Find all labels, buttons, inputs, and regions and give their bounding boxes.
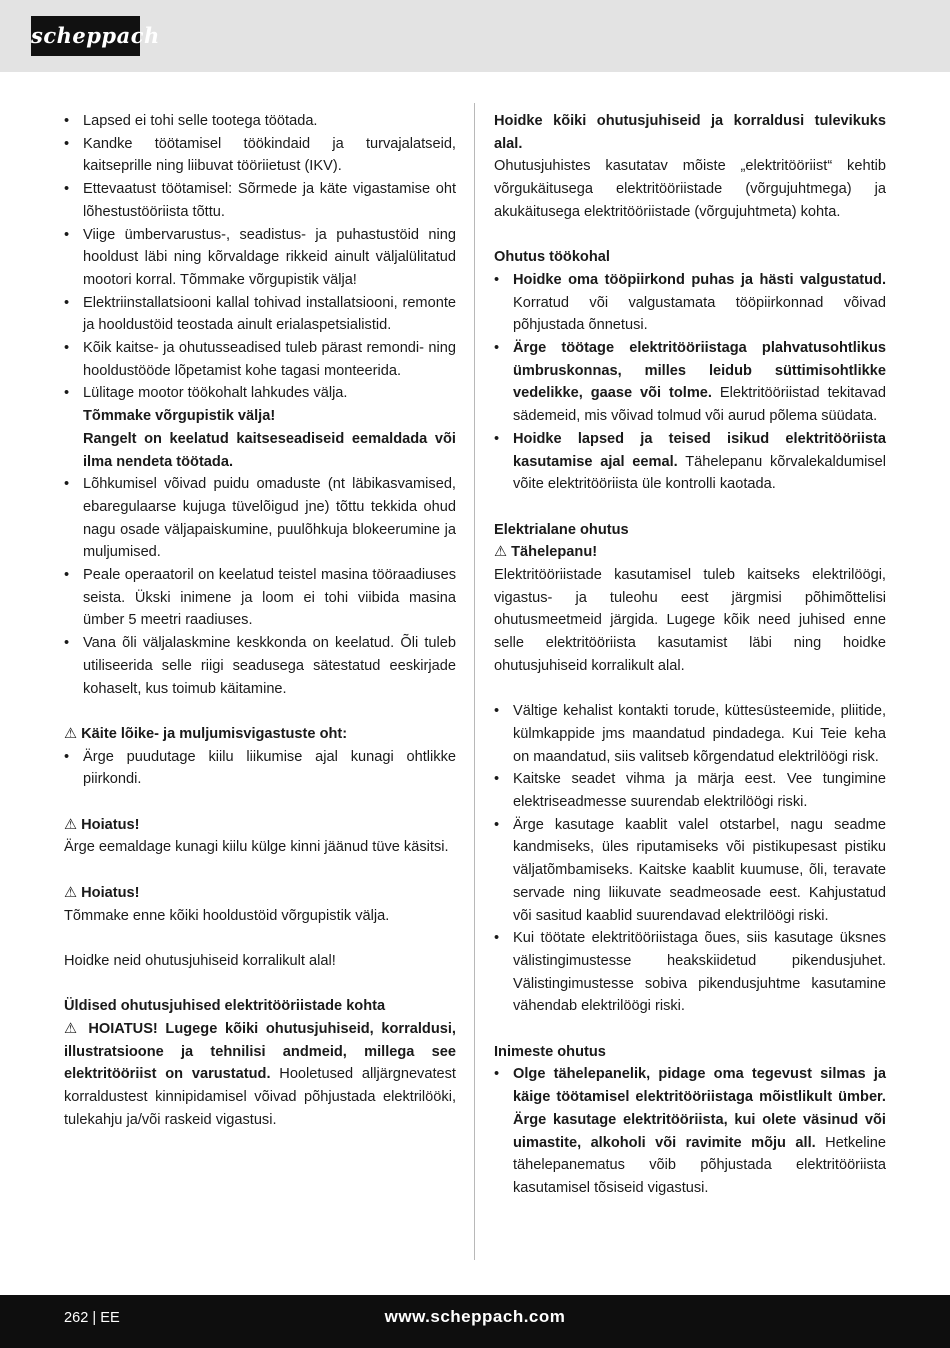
personal-safety-list [494,1063,886,1199]
website-url: www.scheppach.com [384,1307,566,1326]
warning-title: ⚠ Hoiatus! [64,884,140,901]
list-item: • Hoidke lapsed ja teised isikud elektritööriista kasutamise ajal eemal. Tähelepanu kõrvalekaldumisel võite elektritööriista üle kontrolli kaotada. [494,428,886,496]
left-column [64,110,456,1132]
list-item: • Viige ümbervarustus-, seadistus- ja puhastustöid ning hooldust läbi ning kõrvaldage rikkeid ainult väljalülitatud mootori korral. Tõmmake võrgupistik välja! [64,224,456,292]
warning-text: Tõmmake enne kõiki hooldustöid võrgupistik välja. [64,907,390,924]
bullet-list-general [64,110,456,405]
electrical-safety-heading: Elektrialane ohutus [494,521,629,538]
bullet-list-hazards [64,473,456,700]
warning-title: ⚠ Hoiatus! [64,816,140,833]
page-number: 262 | EE [64,1310,120,1326]
column-divider [474,103,475,1260]
list-item: • Peale operaatoril on keelatud teistel masina tööraadiuses seista. Ükski inimene ja loom ei tohi viibida masina ümber 5 meetri raadiuses. [64,564,456,632]
list-item: • Kui töötate elektritööriistaga õues, siis kasutage üksnes välistingimustesse heakskiidetud pikendusjuhet. Välistingimustesse sobiva pikendusjuhtme kasutamine vähendab elektrilöögi riski. [494,927,886,1018]
page-footer [0,1295,950,1348]
list-item: • Kandke töötamisel töökindaid ja turvajalatseid, kaitseprille ning liibuvat tööriietust (IKV). [64,133,456,178]
workplace-safety-list [494,269,886,496]
electrical-warning-title: ⚠ Tähelepanu! [494,544,598,561]
list-item: • Kaitske seadet vihma ja märja eest. Vee tungimine elektriseadmesse suurendab elektrilöögi riski. [494,768,886,813]
list-item: • Olge tähelepanelik, pidage oma tegevust silmas ja käige töötamisel elektritööriistaga mõistlikult ümber. Ärge kasutage elektritööriista, kui olete väsinud või uimastite, alkoholi või ravimite mõju all. Hetkeline tähelepanematus võib põhjustada elektritööriista kasutamisel tõsiseid vigastusi. [494,1063,886,1199]
list-item: • Kõik kaitse- ja ohutusseadised tuleb pärast remondi- ning hooldustööde lõpetamist kohe tagasi monteerida. [64,337,456,382]
cut-hazard-heading: ⚠ Käite lõike- ja muljumisvigastuste oht: [64,725,348,742]
list-item: • Hoidke oma tööpiirkond puhas ja hästi valgustatud. Korratud või valgustamata tööpiirkonnad võivad põhjustada õnnetusi. [494,269,886,337]
list-item: • Lõhkumisel võivad puidu omaduste (nt läbikasvamised, ebaregulaarse kujuga tüvelõigud jne) tõttu tekkida ohud nagu osade väljapaiskumine, puulõhkuja blokeerumine ja muljumised. [64,473,456,564]
keep-instructions-text: Hoidke neid ohutusjuhiseid korralikult alal! [64,952,336,969]
keep-instructions-heading: Hoidke kõiki ohutusjuhiseid ja korraldusi tulevikuks alal. [494,113,886,152]
right-column [494,110,886,1200]
general-safety-warning: ⚠ HOIATUS! Lugege kõiki ohutusjuhiseid, korraldusi, illustratsioone ja tehnilisi andmeid, millega see elektritööriist on varustatud. [64,1021,456,1083]
list-item: • Vältige kehalist kontakti torude, küttesüsteemide, pliitide, külmkappide jms maandatud pindadega. Kui Teie keha on maandatud, siis valitseb kõrgendatud elektrilöögi risk. [494,700,886,768]
general-safety-paragraph [64,1018,456,1132]
personal-safety-heading: Inimeste ohutus [494,1043,606,1060]
general-safety-heading: Üldised ohutusjuhised elektritööriistade kohta [64,998,386,1015]
list-item: • Vana õli väljalaskmine keskkonda on keelatud. Õli tuleb utiliseerida selle riigi seadusega sätestatud eeskirjade kohaselt, kus toimub käitamine. [64,632,456,700]
list-item: • Ärge puudutage kiilu liikumise ajal kunagi ohtlikke piirkondi. [64,746,456,791]
workplace-safety-heading: Ohutus töökohal [494,249,610,266]
general-safety-text: Hooletused alljärgnevatest korraldustest kinnipidamisel võivad põhjustada elektrilööki, tulekahju ja/või raskeid vigastusi. [64,1066,456,1128]
list-item: • Lapsed ei tohi selle tootega töötada. [64,110,456,133]
list-item: • Ärge töötage elektritööriistaga plahvatusohtlikus ümbruskonnas, milles leidub süttimisohtlikke vedelikke, gaase või tolme. Elektritööriistad tekitavad sädemeid, mis võivad tolmud või aurud põlema süüdata. [494,337,886,428]
electrical-safety-text: Elektritööriistade kasutamisel tuleb kaitseks elektrilöögi, vigastus- ja tuleohu eest järgmisi põhimõttelisi ohutusmeetmeid järgida. Lugege kõik need juhised enne selle elektritööriista kasutamist läbi ning hoidke ohutusjuhiseid korralikult alal. [494,567,886,674]
list-item: • Elektriinstallatsiooni kallal tohivad installatsiooni, remonte ja hooldustöid teostada ainult erialaspetsialistid. [64,292,456,337]
list-item: • Lülitage mootor töökohalt lahkudes välja. [64,382,456,405]
bullet-list-cut [64,746,456,791]
page-header [0,0,950,72]
term-definition-text: Ohutusjuhistes kasutatav mõiste „elektritööriist“ kehtib võrgukäitusega elektritööriistade (võrgujuhtmega) ja akukäitusega elektritööriistade (võrgujuhtmeta) kohta. [494,158,886,220]
bold-notice-unplug: Tõmmake võrgupistik välja! [83,408,276,425]
warning-text: Ärge eemaldage kunagi kiilu külge kinni jäänud tüve käsitsi. [64,839,449,856]
list-item: • Ärge kasutage kaablit valel otstarbel, nagu seadme kandmiseks, üles riputamiseks või pistikupesast pistiku väljatõmbamiseks. Kaitske kaablit kuumuse, õli, teravate servade ning liikuvate seadmeosade eest. Kahjustatud või sasitud kaablid suurendavad elektrilöögi riski. [494,814,886,928]
electrical-safety-list [494,700,886,1018]
list-item: • Ettevaatust töötamisel: Sõrmede ja käte vigastamise oht lõhestustööriista tõttu. [64,178,456,223]
brand-logo: scheppach [31,16,140,56]
bold-notice-guards: Rangelt on keelatud kaitseseadiseid eemaldada või ilma nendeta töötada. [83,430,456,470]
